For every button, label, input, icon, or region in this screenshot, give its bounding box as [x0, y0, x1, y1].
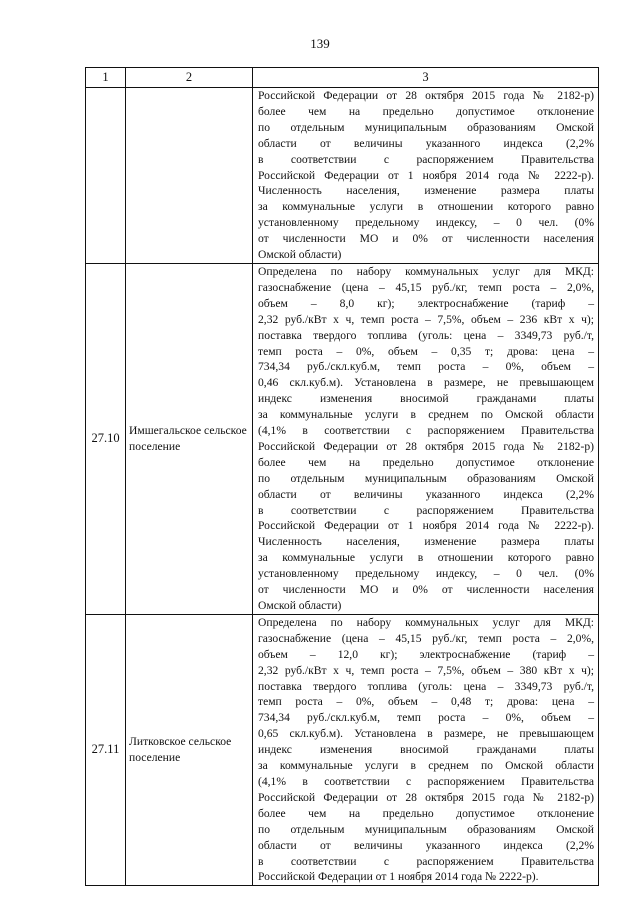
description-line: индекс изменения вносимой гражданами платы — [258, 743, 594, 757]
description-line: (4,1% в соответствии с распоряжением Правительства — [258, 774, 594, 788]
description-line: 2,32 руб./кВт х ч, темп роста – 7,5%, объем – 236 кВт х ч); — [258, 312, 594, 326]
table-row — [86, 614, 599, 885]
description-line: индекс изменения вносимой гражданами платы — [258, 392, 594, 406]
description-line: от численности МО и 0% от численности населения — [258, 232, 594, 246]
description-line: 0,65 скл.куб.м). Установлена в размере, не превышающем — [258, 727, 594, 741]
description-line: Российской Федерации от 1 ноября 2014 года № 2222-р). — [258, 168, 594, 182]
description-line: по отдельным муниципальным образованиям Омской — [258, 471, 594, 485]
column-header-1: 1 — [86, 68, 126, 88]
description-line: поставка твердого топлива (уголь: цена – 3349,73 руб./т, — [258, 328, 594, 342]
description-line: (4,1% в соответствии с распоряжением Правительства — [258, 424, 594, 438]
description-line: объем – 8,0 кг); электроснабжение (тариф – — [258, 296, 594, 310]
row-number — [86, 88, 126, 264]
description-line: 734,34 руб./скл.куб.м, темп роста – 0%, объем – — [258, 711, 594, 725]
description-line: установленному предельному индексу, – 0 чел. (0% — [258, 216, 594, 230]
description-cell — [253, 88, 599, 264]
description-line: в соответствии с распоряжением Правительства — [258, 152, 594, 166]
settlement-name: Имшегальское сельское поселение — [126, 263, 253, 614]
description-line: темп роста – 0%, объем – 0,48 т; дрова: цена – — [258, 695, 594, 709]
description-line: за коммунальные услуги в среднем по Омской области — [258, 759, 594, 773]
description-line: по отдельным муниципальным образованиям Омской — [258, 822, 594, 836]
description-line: области от величины указанного индекса (2,2% — [258, 838, 594, 852]
description-line: установленному предельному индексу, – 0 чел. (0% — [258, 567, 594, 581]
description-line: Российской Федерации от 1 ноября 2014 года № 2222-р). — [258, 519, 594, 533]
description-line: Российской Федерации от 28 октября 2015 года № 2182-р) — [258, 439, 594, 453]
description-line: области от величины указанного индекса (2,2% — [258, 487, 594, 501]
settlement-name: Литковское сельское поселение — [126, 614, 253, 885]
description-line: 2,32 руб./кВт х ч, темп роста – 7,5%, объем – 380 кВт х ч); — [258, 663, 594, 677]
description-line: Российской Федерации от 28 октября 2015 года № 2182-р) — [258, 790, 594, 804]
table-header-row — [86, 68, 599, 88]
page-number: 139 — [310, 36, 330, 51]
description-line: более чем на предельно допустимое отклонение — [258, 455, 594, 469]
row-number: 27.10 — [86, 263, 126, 614]
description-line: Омской области) — [258, 248, 342, 262]
description-line: более чем на предельно допустимое отклонение — [258, 104, 594, 118]
description-line: поставка твердого топлива (уголь: цена – 3349,73 руб./т, — [258, 679, 594, 693]
row-number: 27.11 — [86, 614, 126, 885]
settlement-name — [126, 88, 253, 264]
description-line: в соответствии с распоряжением Правительства — [258, 503, 594, 517]
description-line: 0,46 скл.куб.м). Установлена в размере, не превышающем — [258, 376, 594, 390]
description-line: Численность населения, изменение размера платы — [258, 535, 594, 549]
description-line: Российской Федерации от 1 ноября 2014 года № 2222-р). — [258, 870, 539, 884]
column-header-3: 3 — [253, 68, 599, 88]
description-line: от численности МО и 0% от численности населения — [258, 583, 594, 597]
description-line: объем – 12,0 кг); электроснабжение (тариф – — [258, 647, 594, 661]
description-line: 734,34 руб./скл.куб.м, темп роста – 0%, объем – — [258, 360, 594, 374]
description-line: по отдельным муниципальным образованиям Омской — [258, 120, 594, 134]
description-cell — [253, 263, 599, 614]
description-line: Определена по набору коммунальных услуг для МКД: — [258, 615, 594, 629]
description-line: газоснабжение (цена – 45,15 руб./кг, темп роста – 2,0%, — [258, 631, 594, 645]
description-line: за коммунальные услуги в отношении которого равно — [258, 551, 594, 565]
description-line: Российской Федерации от 28 октября 2015 года № 2182-р) — [258, 89, 594, 102]
description-line: в соответствии с распоряжением Правительства — [258, 854, 594, 868]
description-line: более чем на предельно допустимое отклонение — [258, 806, 594, 820]
description-cell — [253, 614, 599, 885]
description-line: Омской области) — [258, 599, 342, 612]
description-line: за коммунальные услуги в отношении которого равно — [258, 200, 594, 214]
table-row — [86, 88, 599, 264]
description-line: Определена по набору коммунальных услуг для МКД: — [258, 264, 594, 278]
column-header-2: 2 — [126, 68, 253, 88]
table-row — [86, 263, 599, 614]
description-line: области от величины указанного индекса (2,2% — [258, 136, 594, 150]
description-line: темп роста – 0%, объем – 0,35 т; дрова: цена – — [258, 344, 594, 358]
description-line: за коммунальные услуги в среднем по Омской области — [258, 408, 594, 422]
document-table — [85, 67, 599, 886]
description-line: Численность населения, изменение размера платы — [258, 184, 594, 198]
description-line: газоснабжение (цена – 45,15 руб./кг, темп роста – 2,0%, — [258, 280, 594, 294]
